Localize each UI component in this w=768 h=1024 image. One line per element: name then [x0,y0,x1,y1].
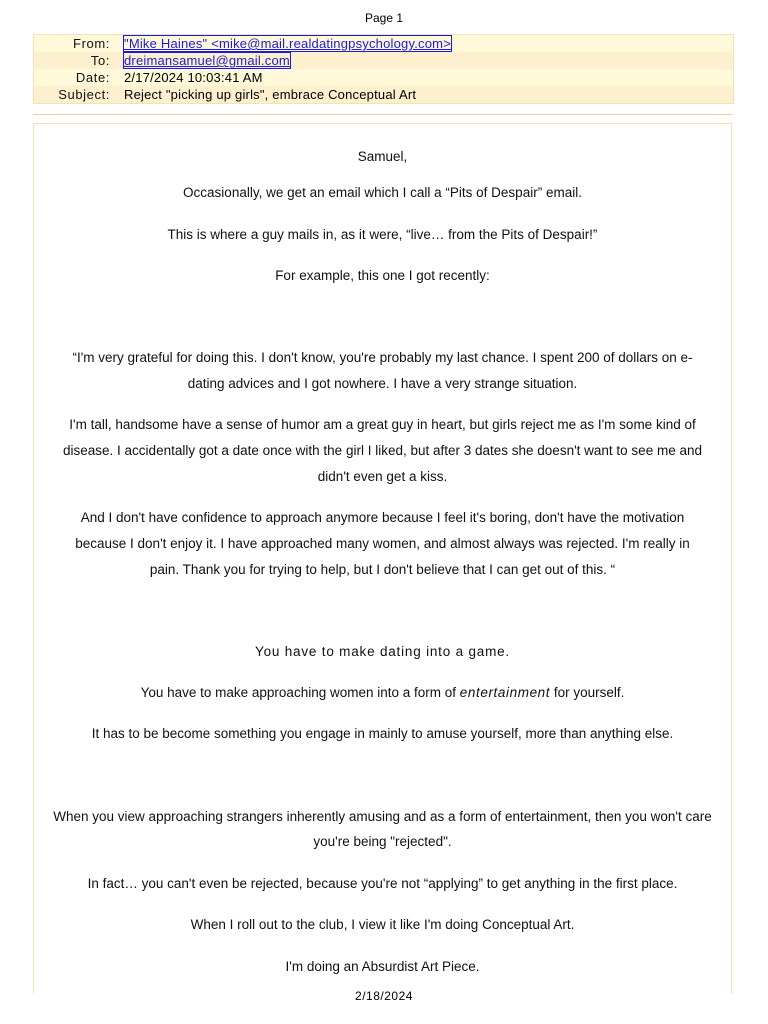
subject-label: Subject: [58,87,110,102]
from-address-link[interactable]: "Mike Haines" <mike@mail.realdatingpsychology.com> [124,36,451,51]
to-label: To: [90,53,110,68]
quote-line: didn't even get a kiss. [317,469,448,484]
quote-line: disease. I accidentally got a date once with the girl I liked, but after 3 dates she doesn't want to see me and [63,443,702,458]
subject-row [34,86,733,103]
text-span: for yourself. [550,685,625,700]
quote-line: “I'm very grateful for doing this. I don't know, you're probably my last chance. I spent 200 of dollars on e- [72,350,693,365]
date-label: Date: [75,70,110,85]
emphasis-text: entertainment [459,685,551,700]
body-paragraph: When you view approaching strangers inherently amusing and as a form of entertainment, then you won't care [53,809,712,824]
to-row [34,52,733,69]
page-number: Page 1 [364,11,404,25]
from-label: From: [73,36,110,51]
quote-line: I'm tall, handsome have a sense of humor am a great guy in heart, but girls reject me as I'm some kind of [69,417,696,432]
body-paragraph: For example, this one I got recently: [275,268,490,283]
body-paragraph: It has to be become something you engage in mainly to amuse yourself, more than anything else. [91,726,674,741]
from-row [34,35,733,52]
print-date: 2/18/2024 [355,989,413,1003]
header-divider [33,114,732,115]
date-row [34,69,733,86]
body-paragraph: you're being "rejected". [313,834,452,849]
greeting: Samuel, [357,149,408,164]
to-address-link[interactable]: dreimansamuel@gmail.com [124,53,290,68]
body-paragraph: This is where a guy mails in, as it were, “live… from the Pits of Despair!” [167,227,598,242]
quote-line: because I don't enjoy it. I have approached many women, and almost always was rejected. I'm really in [75,536,690,551]
text-span: You have to make approaching women into a form of [140,685,460,700]
quote-line: pain. Thank you for trying to help, but I don't believe that I can get out of this. “ [149,562,616,577]
quote-line: And I don't have confidence to approach anymore because I feel it's boring, don't have the motivation [80,510,685,525]
body-paragraph: I'm doing an Absurdist Art Piece. [285,959,480,974]
subject-value: Reject "picking up girls", embrace Conceptual Art [124,87,417,102]
body-paragraph: You have to make dating into a game. [255,644,510,659]
body-paragraph [34,680,731,706]
email-body [33,123,732,994]
body-paragraph: When I roll out to the club, I view it like I'm doing Conceptual Art. [190,917,575,932]
body-paragraph: Occasionally, we get an email which I call a “Pits of Despair” email. [183,185,582,200]
body-paragraph: In fact… you can't even be rejected, because you're not “applying” to get anything in the first place. [87,876,678,891]
email-headers [33,34,734,104]
date-value: 2/17/2024 10:03:41 AM [124,70,263,85]
quote-line: dating advices and I got nowhere. I have a very strange situation. [187,376,578,391]
